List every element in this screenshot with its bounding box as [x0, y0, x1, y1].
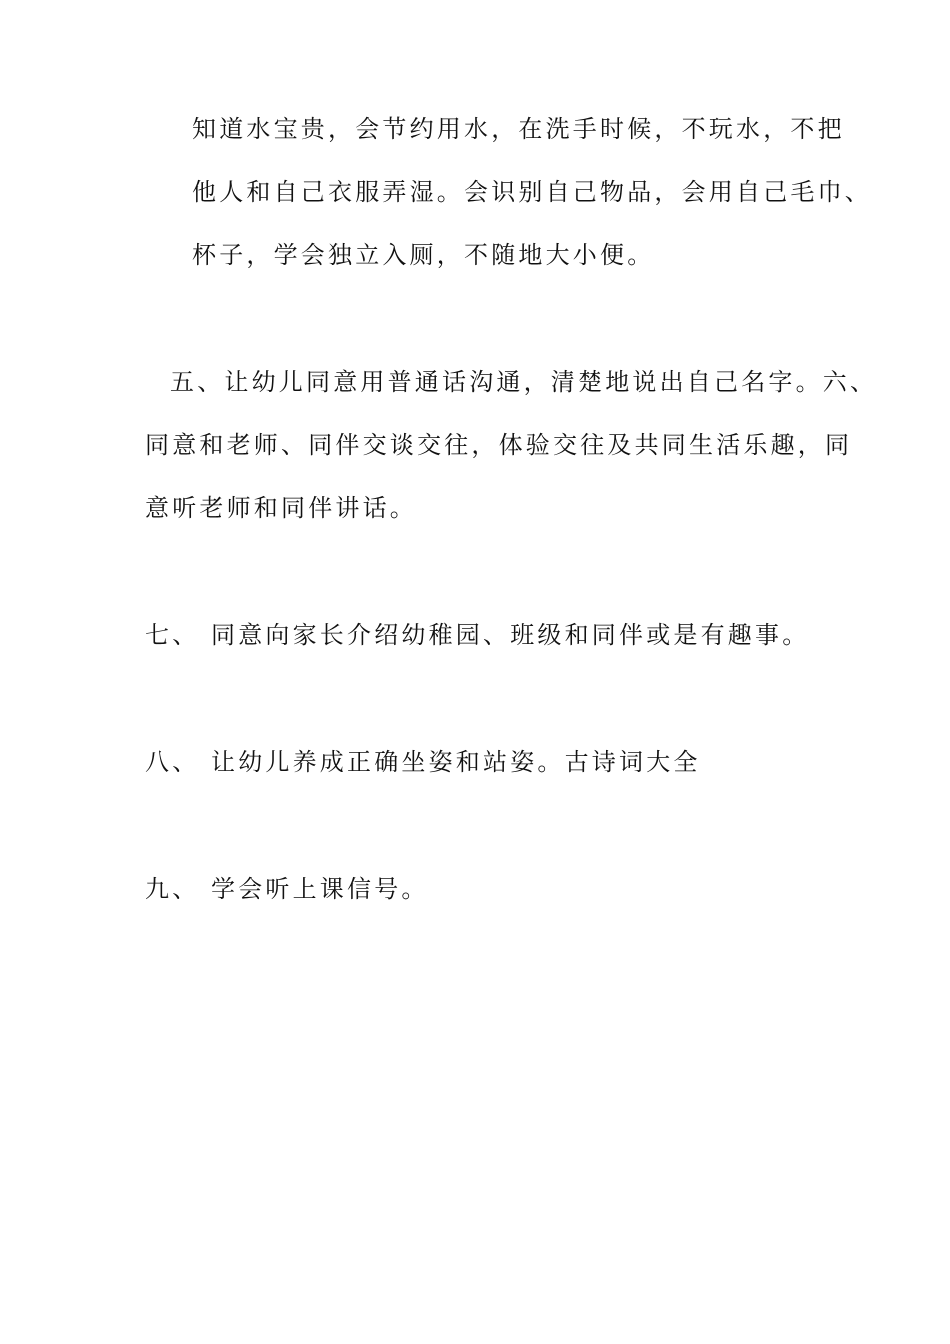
paragraph-line: 意听老师和同伴讲话。	[145, 494, 417, 522]
paragraph-line: 他人和自己衣服弄湿。会识别自己物品，会用自己毛巾、	[192, 178, 872, 206]
item-text: 学会听上课信号。	[211, 875, 429, 903]
list-item-9	[145, 874, 429, 904]
item-number: 八、	[145, 748, 200, 776]
item-text: 让幼儿养成正确坐姿和站姿。古诗词大全	[211, 748, 701, 776]
item-number: 七、	[145, 621, 200, 649]
paragraph-line: 杯子，学会独立入厕，不随地大小便。	[192, 241, 655, 269]
paragraph-line: 知道水宝贵，会节约用水，在洗手时候，不玩水，不把	[192, 115, 845, 143]
paragraph-line: 五、让幼儿同意用普通话沟通，清楚地说出自己名字。六、	[170, 368, 878, 396]
list-item-7	[145, 620, 809, 650]
item-text: 同意向家长介绍幼稚园、班级和同伴或是有趣事。	[211, 621, 810, 649]
paragraph-line: 同意和老师、同伴交谈交往，体验交往及共同生活乐趣，同	[145, 431, 853, 459]
list-item-8	[145, 747, 701, 777]
item-number: 九、	[145, 875, 200, 903]
